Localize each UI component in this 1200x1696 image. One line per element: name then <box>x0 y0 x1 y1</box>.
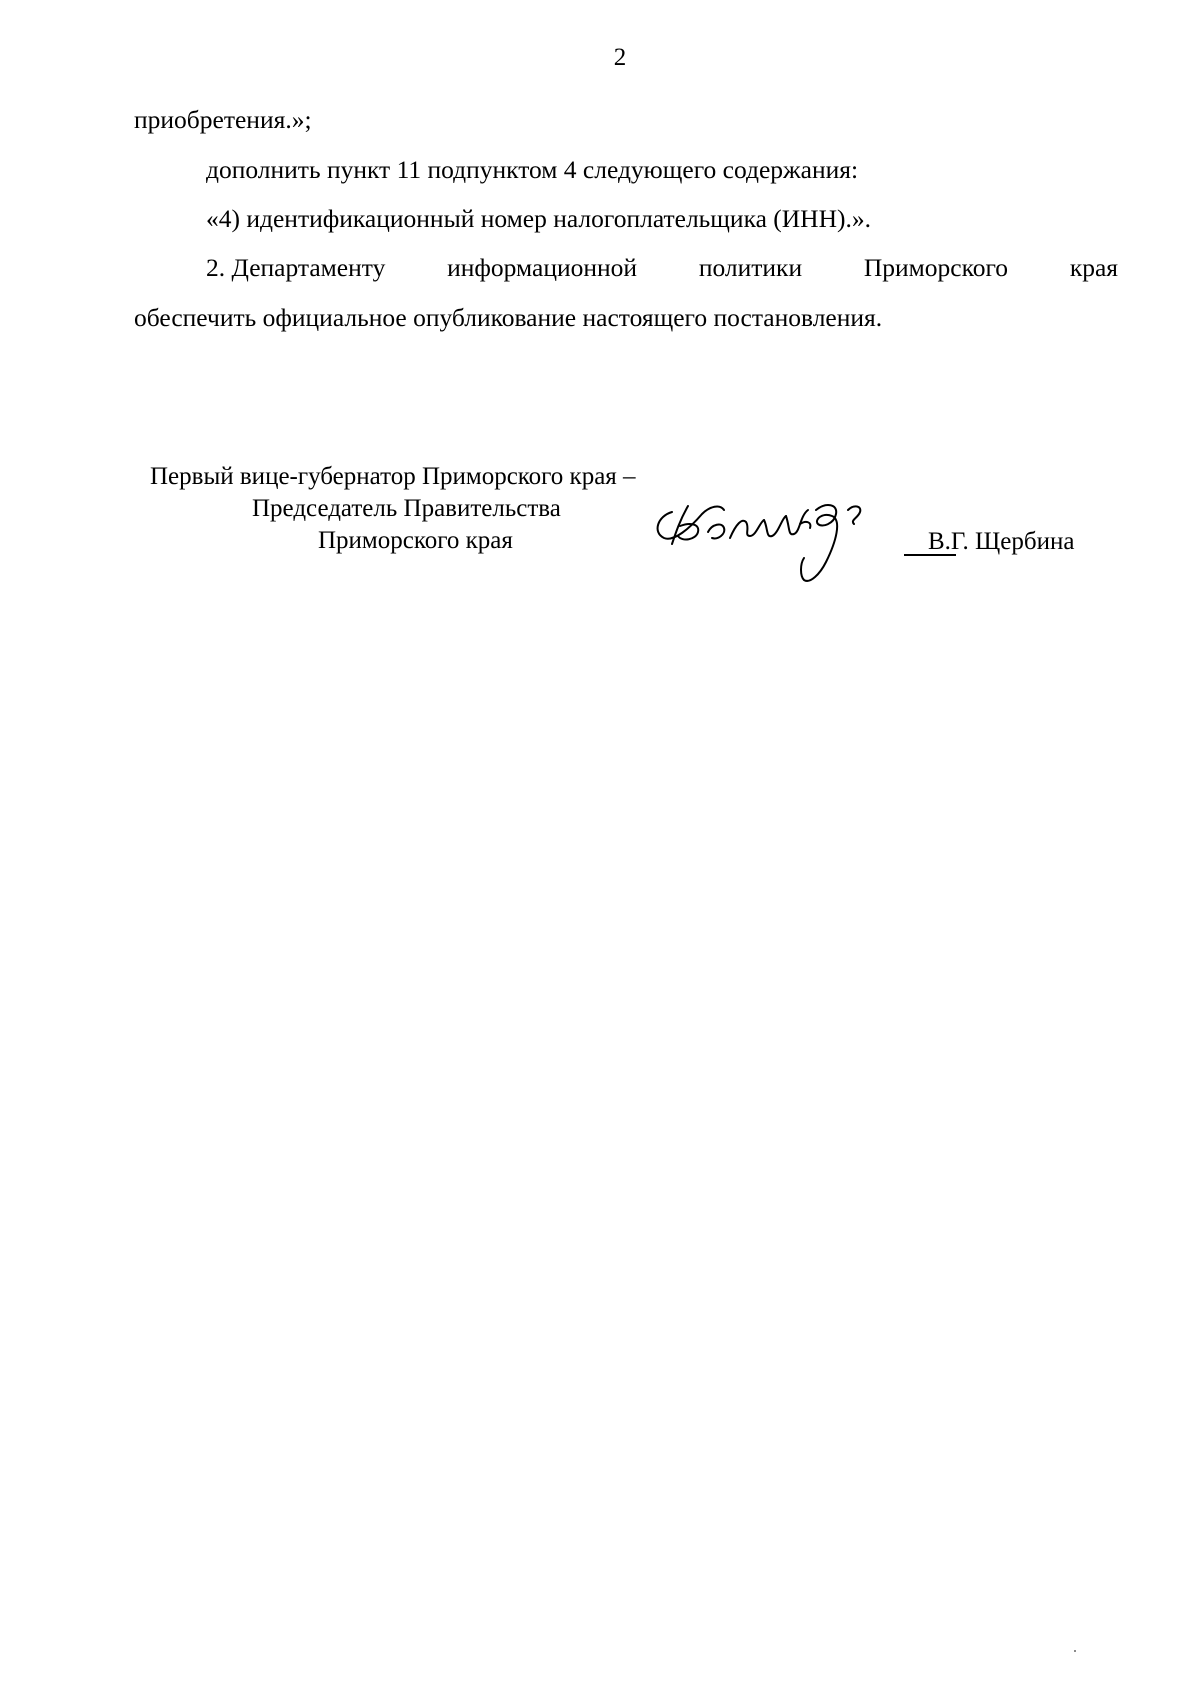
signatory-title-line-1: Первый вице-губернатор Приморского края – <box>150 463 636 490</box>
body-line-4-word: информационной <box>447 253 638 282</box>
signatory-title-line-2: Председатель Правительства <box>252 495 561 522</box>
body-line-3: «4) идентификационный номер налогоплательщика (ИНН).». <box>206 204 872 233</box>
signer-name: В.Г. Щербина <box>928 528 1075 555</box>
signatory-title-line-3: Приморского края <box>318 527 513 554</box>
scan-speck <box>1074 1650 1076 1652</box>
page-number: 2 <box>613 44 627 71</box>
body-line-5: обеспечить официальное опубликование настоящего постановления. <box>134 303 883 332</box>
body-line-1: приобретения.»; <box>134 105 312 134</box>
body-line-2: дополнить пункт 11 подпунктом 4 следующего содержания: <box>206 155 859 184</box>
body-line-4-word: Приморского <box>863 253 1009 282</box>
body-line-4-word: края <box>1069 253 1118 282</box>
body-line-4-word: политики <box>698 253 803 282</box>
handwritten-signature <box>650 498 920 603</box>
body-line-4-word: 2. Департаменту <box>206 253 386 282</box>
body-line-4 <box>206 252 1118 284</box>
